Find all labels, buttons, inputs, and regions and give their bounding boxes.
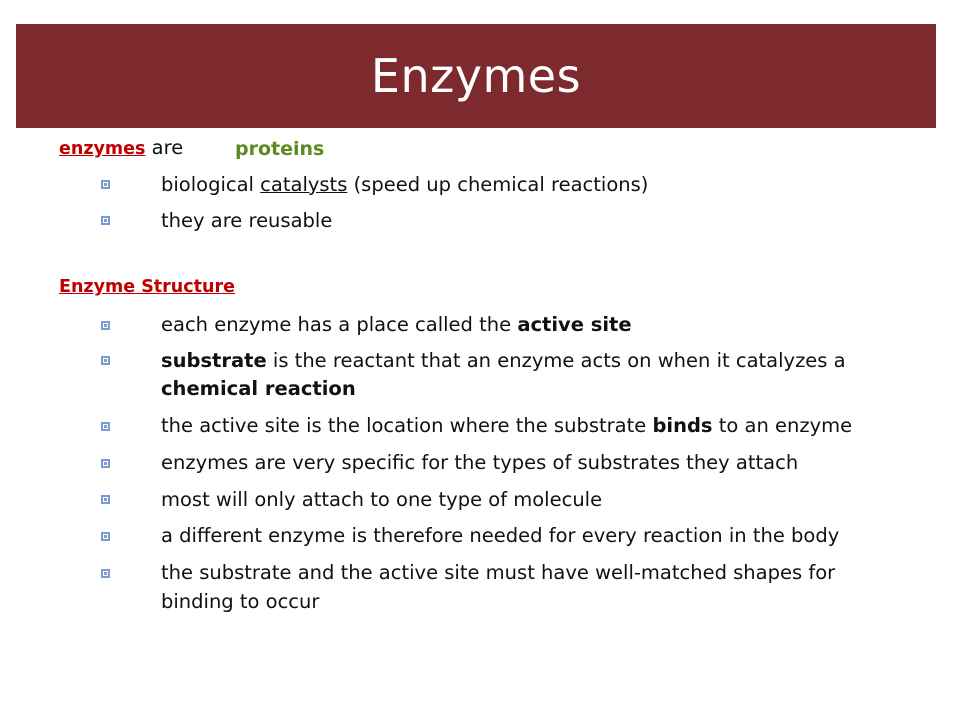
active-site-term: active site xyxy=(517,313,632,336)
substrate-term: substrate xyxy=(161,349,267,372)
classification-proteins: proteins xyxy=(235,138,325,160)
bullet-icon xyxy=(101,422,110,431)
bullet-substrate-cont xyxy=(161,375,356,403)
intro-line xyxy=(59,134,183,163)
slide-title: Enzymes xyxy=(370,49,582,103)
term-enzymes: enzymes xyxy=(59,139,146,159)
bullet-text: is the reactant that an enzyme acts on when it catalyzes a xyxy=(266,349,846,372)
bullet-one-type: most will only attach to one type of molecule xyxy=(161,488,603,511)
bullet-icon xyxy=(101,321,110,330)
bullet-text: (speed up chemical reactions) xyxy=(347,173,649,196)
bullet-text: to an enzyme xyxy=(712,414,853,437)
intro-connector: are xyxy=(151,136,184,159)
chemical-reaction-term: chemical reaction xyxy=(161,377,356,400)
bullet-reusable: they are reusable xyxy=(161,209,333,232)
bullet-text: biological xyxy=(161,173,261,196)
bullet-active-site xyxy=(161,311,632,339)
bullet-catalysts xyxy=(161,171,648,199)
bullet-icon xyxy=(101,495,110,504)
bullet-shapes: the substrate and the active site must have well-matched shapes for xyxy=(161,561,836,584)
enzyme-structure-heading: Enzyme Structure xyxy=(59,277,235,297)
bullet-different-enzyme: a different enzyme is therefore needed for every reaction in the body xyxy=(161,524,840,547)
bullet-icon xyxy=(101,459,110,468)
bullet-icon xyxy=(101,569,110,578)
bullet-binds xyxy=(161,412,852,440)
bullet-shapes-cont: binding to occur xyxy=(161,590,320,613)
title-bar xyxy=(16,24,936,128)
bullet-icon xyxy=(101,356,110,365)
bullet-icon xyxy=(101,216,110,225)
catalysts-term: catalysts xyxy=(260,173,348,196)
bullet-substrate xyxy=(161,347,846,375)
bullet-text: each enzyme has a place called the xyxy=(161,313,518,336)
bullet-icon xyxy=(101,180,110,189)
bullet-text: the active site is the location where the substrate xyxy=(161,414,653,437)
bullet-specific: enzymes are very specific for the types of substrates they attach xyxy=(161,451,799,474)
bullet-icon xyxy=(101,532,110,541)
binds-term: binds xyxy=(652,414,713,437)
